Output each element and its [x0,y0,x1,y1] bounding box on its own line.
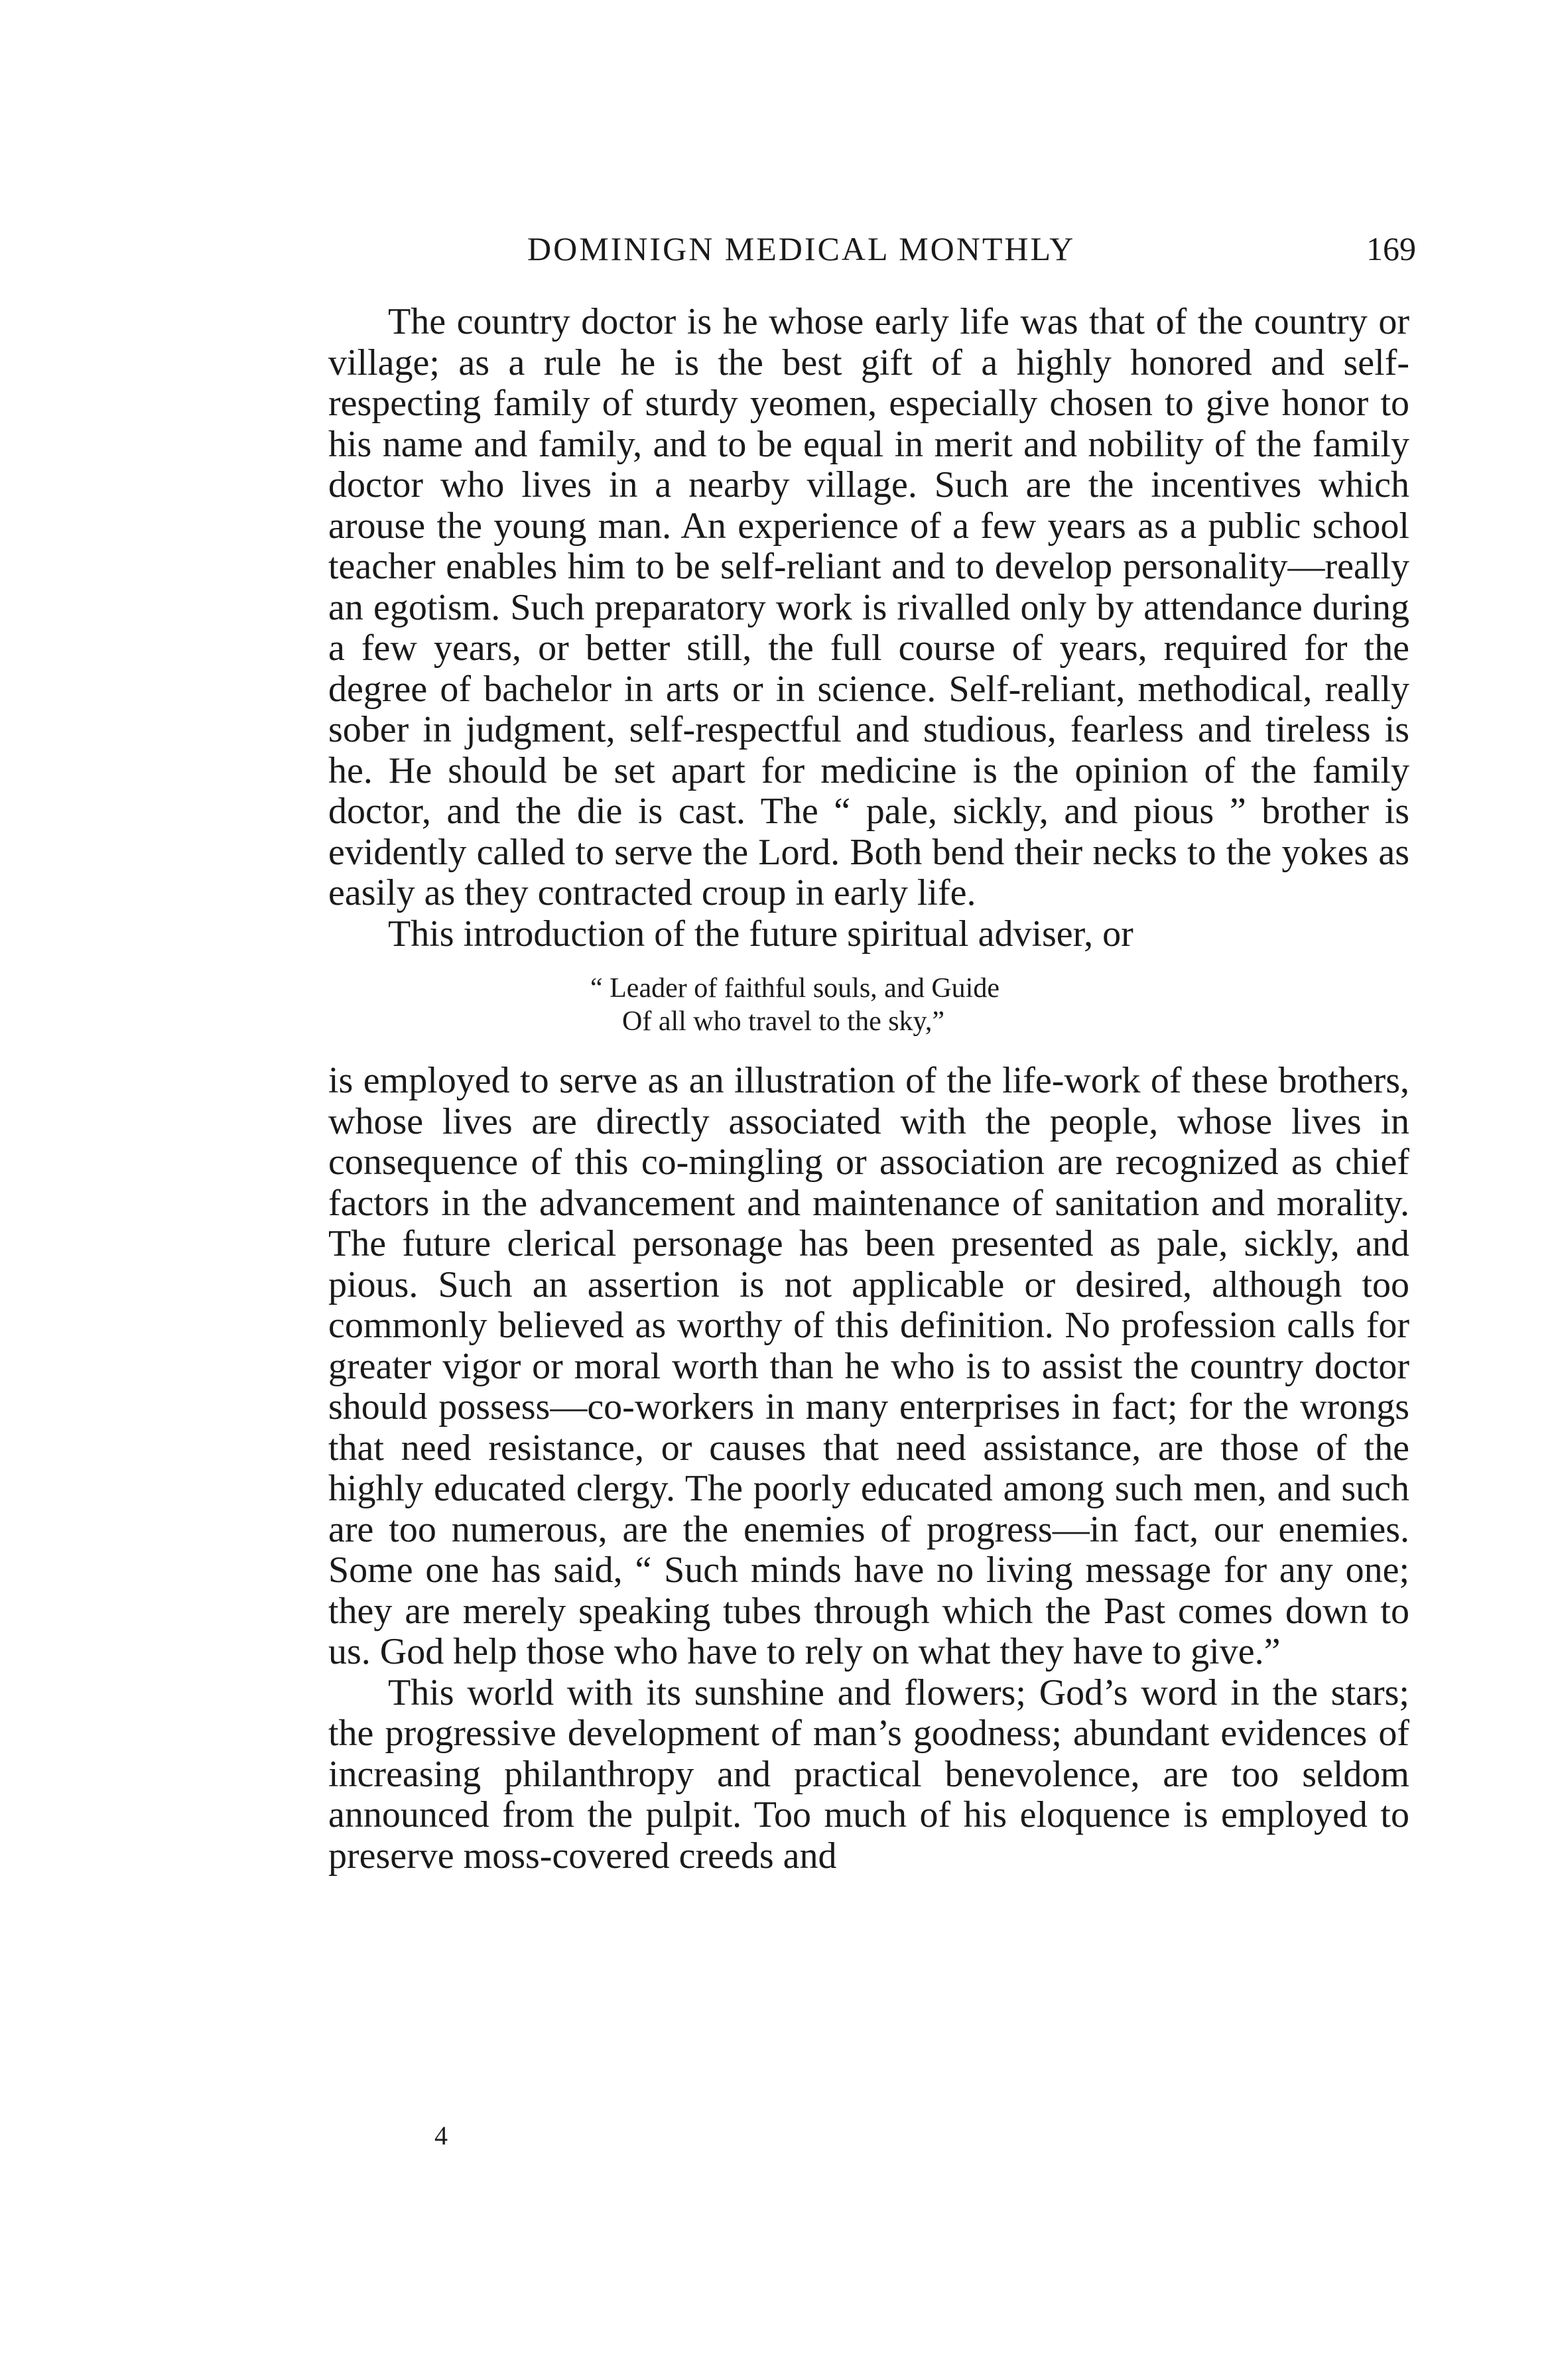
signature-mark: 4 [434,2121,448,2150]
verse-quote [328,972,1409,1038]
running-title: DOMINIGN MEDICAL MONTHLY [527,230,1076,267]
paragraph-introduction: This introduction of the future spiritual adviser, or [388,913,1133,955]
page-header [328,226,1416,272]
paragraph-pulpit: This world with its sunshine and flowers; God’s word in the stars; the progressive development of man’s goodness; abundant evidences of increasing philanthropy and practical benevolence, are too seldom announced from the pulpit. Too much of his eloquence is employed to preserve moss-covered creeds and [328,1672,1409,1877]
verse-line: “ Leader of faithful souls, and Guide [590,973,1000,1004]
paragraph-country-doctor: The country doctor is he whose early life was that of the country or village; as a rule he is the best gift of a highly honored and self-respecting family of sturdy yeomen, especially chosen to give honor to his name and family, and to be equal in merit and nobility of the family doctor who lives in a nearby village. Such are the incentives which arouse the young man. An experience of a few years as a public school teacher enables him to be self-reliant and to develop personality—really an egotism. Such preparatory work is rivalled only by attendance during a few years, or better still, the full course of years, required for the degree of bachelor in arts or in science. Self-reliant, methodical, really sober in judgment, self-respectful and studious, fearless and tireless is he. He should be set apart for medicine is the opinion of the family doctor, and the die is cast. The “ pale, sickly, and pious ” brother is evidently called to serve the Lord. Both bend their necks to the yokes as easily as they contracted croup in early life. [328,301,1409,913]
verse-line: Of all who travel to the sky,” [622,1006,944,1037]
page-number: 169 [1366,230,1416,267]
page-body [328,302,1409,1877]
paragraph-illustration: is employed to serve as an illustration of the life-work of these brothers, whose lives are directly associated with the people, whose lives in consequence of this co-mingling or association are recognized as chief factors in the advancement and maintenance of sanitation and morality. The future clerical personage has been presented as pale, sickly, and pious. Such an assertion is not applicable or desired, although too commonly believed as worthy of this definition. No profession calls for greater vigor or moral worth than he who is to assist the country doctor should possess—co-workers in many enterprises in fact; for the wrongs that need resistance, or causes that need assistance, are those of the highly educated clergy. The poorly educated among such men, and such are too numerous, are the enemies of progress—in fact, our enemies. Some one has said, “ Such minds have no living message for any one; they are merely speaking tubes through which the Past comes down to us. God help those who have to rely on what they have to give.” [328,1060,1409,1672]
